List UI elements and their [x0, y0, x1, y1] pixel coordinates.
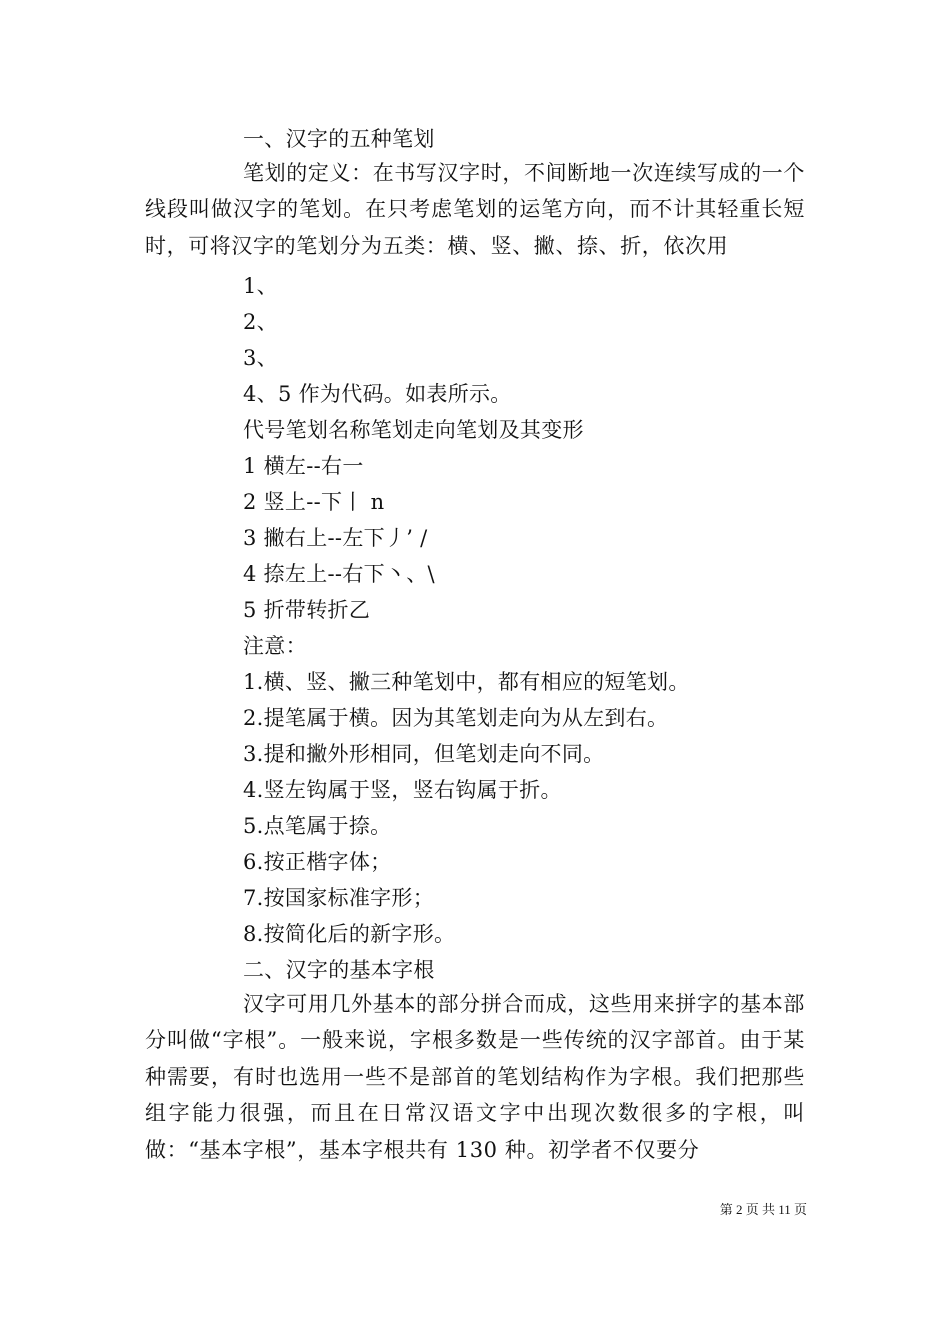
note-item: 1.横、竖、撇三种笔划中，都有相应的短笔划。: [243, 670, 690, 694]
code-item-1: 1、: [243, 274, 278, 298]
stroke-table-row: 2 竖上--下丨 n: [243, 490, 385, 514]
stroke-table-header: 代号笔划名称笔划走向笔划及其变形: [243, 418, 584, 442]
section2-heading: 二、汉字的基本字根: [243, 958, 435, 982]
stroke-definition-paragraph: 笔划的定义：在书写汉字时，不间断地一次连续写成的一个线段叫做汉字的笔划。在只考虑笔划的运笔方向，而不计其轻重长短时，可将汉字的笔划分为五类：横、竖、撇、捺、折，依次用: [145, 161, 805, 258]
code-item-4: 4、5 作为代码。如表所示。: [243, 382, 512, 406]
code-item-2: 2、: [243, 310, 278, 334]
note-item: 7.按国家标准字形；: [243, 886, 435, 910]
note-item: 5.点笔属于捺。: [243, 814, 392, 838]
notes-title: 注意：: [243, 634, 307, 658]
note-item: 4.竖左钩属于竖，竖右钩属于折。: [243, 778, 562, 802]
code-item-3: 3、: [243, 346, 278, 370]
stroke-table-row: 4 捺左上--右下丶、\: [243, 562, 435, 586]
section1-heading: 一、汉字的五种笔划: [243, 127, 435, 151]
basic-radicals-paragraph: 汉字可用几外基本的部分拼合而成，这些用来拼字的基本部分叫做“字根”。一般来说，字根多数是一些传统的汉字部首。由于某种需要，有时也选用一些不是部首的笔划结构作为字根。我们把那些组字能力很强，而且在日常汉语文字中出现次数很多的字根，叫做：“基本字根”，基本字根共有 130 种。初学者不仅要分: [145, 992, 805, 1162]
stroke-table-row: 5 折带转折乙: [243, 598, 371, 622]
page-number-footer: 第 2 页 共 11 页: [719, 1202, 807, 1217]
note-item: 8.按简化后的新字形。: [243, 922, 456, 946]
stroke-table-row: 3 撇右上--左下丿’ /: [243, 526, 428, 550]
stroke-table-row: 1 横左--右一: [243, 454, 364, 478]
note-item: 2.提笔属于横。因为其笔划走向为从左到右。: [243, 706, 669, 730]
note-item: 6.按正楷字体；: [243, 850, 392, 874]
note-item: 3.提和撇外形相同，但笔划走向不同。: [243, 742, 605, 766]
